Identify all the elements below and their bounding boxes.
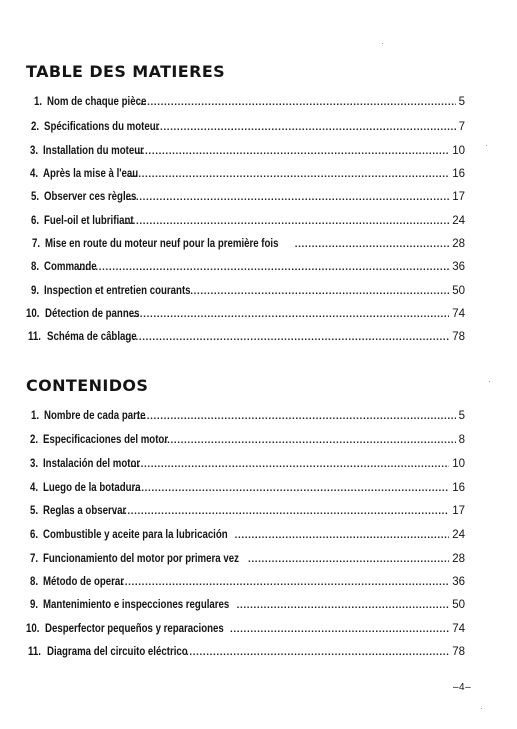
toc-entry[interactable] (30, 166, 465, 182)
toc-entry-label: Commande (43, 261, 97, 273)
dot-leader (190, 284, 449, 300)
toc-entry-label: Après la mise à l'eau (42, 168, 138, 180)
toc-entry-number: 5. (31, 191, 40, 203)
toc-entry[interactable] (31, 189, 465, 205)
toc-entry-page: 17 (452, 191, 465, 203)
toc-entry-page: 74 (452, 308, 465, 320)
toc-entry-page: 50 (452, 599, 465, 611)
toc-entry-page: 50 (452, 285, 465, 297)
toc-entry[interactable] (30, 143, 465, 159)
toc-entry-page: 10 (452, 458, 465, 470)
toc-entry[interactable] (31, 408, 465, 424)
dot-leader (130, 307, 450, 323)
toc-entry-number: 4. (30, 168, 39, 180)
toc-entry[interactable] (28, 644, 465, 660)
toc-entry[interactable] (34, 94, 465, 110)
toc-entry[interactable] (26, 621, 465, 637)
toc-entry[interactable] (30, 551, 465, 567)
toc-entry[interactable] (30, 574, 465, 590)
toc-entry-number: 3. (30, 145, 39, 157)
toc-entry-number: 3. (30, 458, 39, 470)
scan-speck (486, 145, 487, 146)
dot-leader (125, 330, 449, 346)
dot-leader (135, 144, 449, 160)
toc-entry-page: 24 (452, 529, 465, 541)
dot-leader (78, 260, 449, 276)
dot-leader (131, 481, 449, 497)
section-title-es: CONTENIDOS (26, 376, 149, 395)
dot-leader (137, 409, 456, 425)
toc-entry-label: Inspection et entretien courants (43, 285, 191, 297)
toc-entry-number: 1. (31, 410, 40, 422)
toc-entry-number: 9. (31, 285, 40, 297)
toc-entry-label: Détection de pannes (45, 308, 140, 320)
toc-entry-page: 78 (452, 331, 465, 343)
toc-entry-page: 7 (458, 121, 465, 133)
toc-entry[interactable] (31, 119, 465, 135)
dot-leader (230, 622, 449, 638)
toc-entry-number: 8. (31, 261, 40, 273)
dot-leader (186, 645, 449, 661)
toc-entry-page: 8 (458, 434, 465, 446)
toc-entry-number: 6. (30, 529, 39, 541)
toc-entry-label: Luego de la botadura (42, 482, 141, 494)
dot-leader (111, 575, 449, 591)
toc-entry[interactable] (26, 306, 465, 322)
toc-entry-number: 7. (32, 238, 41, 250)
toc-entry-label: Schéma de câblage (46, 331, 137, 343)
toc-entry-label: Desperfector pequeños y reparaciones (45, 623, 224, 635)
dot-leader (114, 504, 449, 520)
toc-entry-page: 17 (452, 505, 465, 517)
toc-entry-label: Observer ces règles (43, 191, 137, 203)
toc-entry-number: 7. (30, 553, 39, 565)
toc-entry[interactable] (32, 236, 465, 252)
toc-entry[interactable] (30, 597, 465, 613)
dot-leader (123, 214, 450, 230)
toc-entry[interactable] (31, 213, 465, 229)
toc-entry-number: 5. (30, 505, 39, 517)
toc-entry-number: 11. (28, 331, 41, 343)
dot-leader (137, 95, 456, 111)
toc-entry-page: 24 (452, 215, 465, 227)
toc-entry[interactable] (30, 480, 465, 496)
toc-entry-number: 2. (30, 434, 39, 446)
toc-entry-label: Nom de chaque pièce (46, 96, 147, 108)
toc-entry[interactable] (28, 329, 465, 345)
toc-entry-label: Instalación del motor (42, 458, 140, 470)
toc-entry-number: 9. (30, 599, 39, 611)
toc-entry-label: Diagrama del circuito eléctrico (46, 646, 188, 658)
toc-entry-page: 36 (452, 576, 465, 588)
toc-entry[interactable] (31, 259, 465, 275)
toc-entry-label: Nombre de cada parte (43, 410, 146, 422)
toc-entry-label: Fuel-oil et lubrifiant (43, 215, 134, 227)
dot-leader (153, 120, 455, 136)
dot-leader (126, 190, 449, 206)
toc-entry-number: 10. (26, 308, 40, 320)
toc-entry-number: 4. (30, 482, 39, 494)
section-title-fr: TABLE DES MATIERES (26, 62, 226, 81)
toc-entry[interactable] (31, 283, 465, 299)
toc-entry-page: 36 (452, 261, 465, 273)
toc-entry-label: Reglas a observar (42, 505, 127, 517)
dot-leader (237, 598, 450, 614)
dot-leader (235, 528, 450, 544)
toc-entry[interactable] (30, 527, 465, 543)
toc-entry-number: 11. (28, 646, 41, 658)
toc-entry-page: 16 (452, 482, 465, 494)
toc-entry-page: 16 (452, 168, 465, 180)
toc-entry-page: 78 (452, 646, 465, 658)
toc-entry-page: 28 (452, 553, 465, 565)
toc-entry-label: Installation du moteur (42, 145, 144, 157)
scan-speck (489, 381, 490, 382)
scan-speck (481, 708, 482, 709)
toc-entry-number: 1. (34, 96, 43, 108)
toc-entry-number: 6. (31, 215, 40, 227)
dot-leader (248, 552, 449, 568)
toc-entry-label: Spécifications du moteur (43, 121, 160, 133)
dot-leader (130, 457, 449, 473)
toc-entry-label: Mise en route du moteur neuf pour la première fois (44, 238, 279, 250)
toc-entry[interactable] (30, 503, 465, 519)
dot-leader (128, 167, 449, 183)
toc-entry-label: Mantenimiento e inspecciones regulares (42, 599, 230, 611)
toc-entry[interactable] (30, 456, 465, 472)
toc-entry-page: 74 (452, 623, 465, 635)
toc-entry-number: 10. (26, 623, 40, 635)
footer-page-number: –4– (453, 682, 472, 693)
toc-entry-number: 8. (30, 576, 39, 588)
toc-entry-page: 28 (452, 238, 465, 250)
toc-entry-label: Método de operar (42, 576, 124, 588)
toc-entry-label: Combustible y aceite para la lubricación (42, 529, 228, 541)
toc-entry-page: 5 (458, 96, 465, 108)
dot-leader (295, 237, 449, 253)
scan-speck (382, 43, 383, 44)
dot-leader (164, 433, 456, 449)
toc-entry-page: 5 (458, 410, 465, 422)
toc-entry[interactable] (30, 432, 465, 448)
toc-entry-label: Especificaciones del motor (42, 434, 168, 446)
toc-entry-page: 10 (452, 145, 465, 157)
toc-entry-number: 2. (31, 121, 40, 133)
toc-entry-label: Funcionamiento del motor por primera vez (42, 553, 239, 565)
